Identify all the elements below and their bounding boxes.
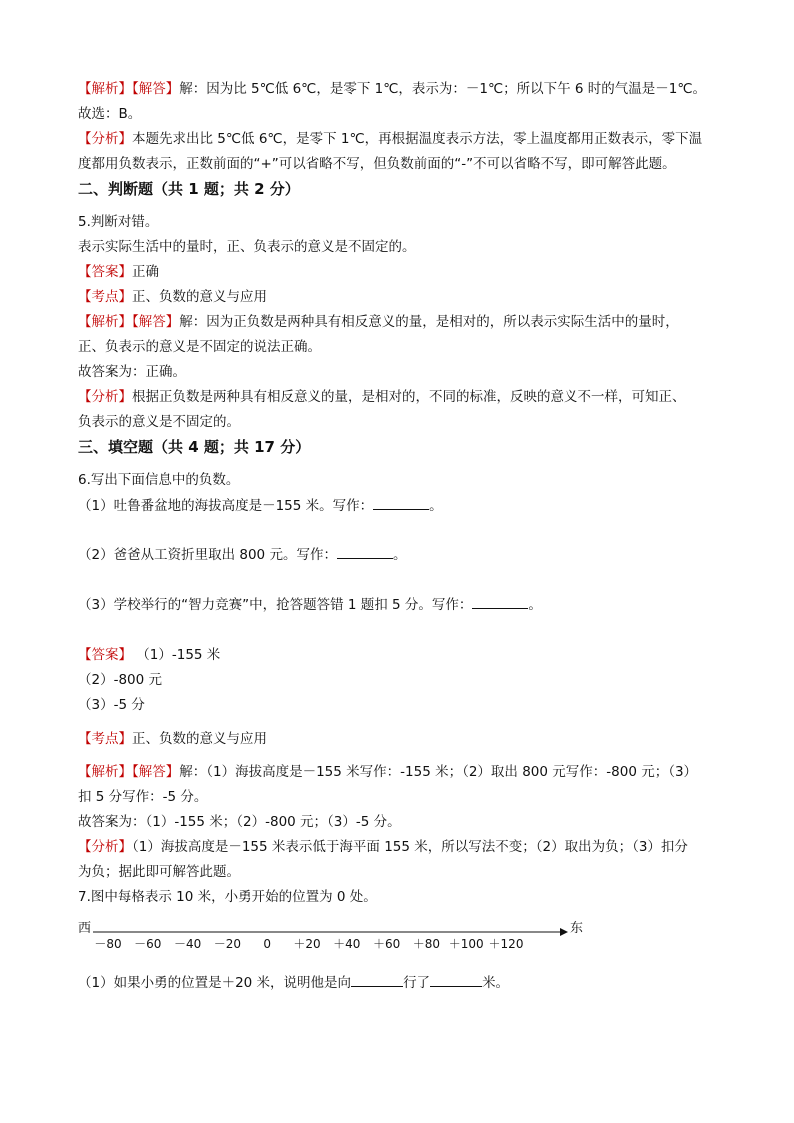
q6-analysis (78, 763, 697, 781)
fenxi-label: 【分析】 (78, 389, 132, 405)
answer-blank[interactable] (472, 596, 528, 609)
point-text: 正、负数的意义与应用 (132, 731, 267, 747)
fenxi-text: 本题先求出比 5℃低 6℃，是零下 1℃，再根据温度表示方法，零上温度都用正数表示，零下温 (132, 131, 703, 147)
tick-label: 0 (263, 937, 272, 951)
q6-point (78, 730, 267, 748)
tick-label: －60 (134, 937, 162, 951)
analysis-label: 【解析】【解答】 (78, 81, 180, 97)
q5-fenxi (78, 388, 686, 406)
tick-label: ＋40 (333, 937, 361, 951)
tick-label: ＋100 (448, 937, 484, 951)
q5-point (78, 288, 267, 306)
q6-final: 故答案为：（1）-155 米；（2）-800 元；（3）-5 分。 (78, 814, 401, 830)
point-label: 【考点】 (78, 731, 132, 747)
q4-choice-line: 故选：B。 (78, 106, 142, 122)
q6-answer (78, 646, 220, 664)
q4-fenxi-line (78, 130, 702, 148)
q6-answer-2: （2）-800 元 (78, 672, 163, 688)
analysis-text: 解：因为比 5℃低 6℃，是零下 1℃，表示为：－1℃；所以下午 6 时的气温是－1℃。 (179, 81, 707, 97)
tick-label: －80 (94, 937, 122, 951)
q5-answer (78, 263, 159, 281)
q5-final: 故答案为：正确。 (78, 364, 186, 380)
q6-answer-3: （3）-5 分 (78, 697, 145, 713)
period: 。 (392, 547, 407, 563)
q5-analysis (78, 313, 679, 331)
period: 。 (528, 597, 542, 613)
q5-fenxi-line-2: 负表示的意义是不固定的。 (78, 414, 240, 430)
arrow-head-icon (560, 928, 568, 936)
q7-sub1-text-b: 行了 (403, 975, 431, 991)
analysis-label: 【解析】【解答】 (78, 764, 180, 780)
fenxi-text: 根据正负数是两种具有相反意义的量，是相对的，不同的标准，反映的意义不一样，可知正、 (132, 389, 686, 405)
distance-blank[interactable] (430, 974, 482, 987)
q5-stem: 5.判断对错。 (78, 214, 159, 230)
direction-blank[interactable] (351, 974, 403, 987)
section3-title: 三、填空题（共 4 题；共 17 分） (78, 438, 311, 456)
number-line (0, 916, 794, 956)
tick-label: －40 (173, 937, 202, 951)
q7-stem: 7.图中每格表示 10 米，小勇开始的位置为 0 处。 (78, 889, 377, 905)
east-label: 东 (570, 921, 584, 936)
q6-analysis-line-2: 扣 5 分写作：-5 分。 (78, 789, 208, 805)
q5-statement: 表示实际生活中的量时，正、负表示的意义是不固定的。 (78, 239, 416, 255)
q7-sub1-text-c: 米。 (482, 975, 510, 991)
q6-stem: 6.写出下面信息中的负数。 (78, 472, 240, 488)
section2-title: 二、判断题（共 1 题；共 2 分） (78, 180, 300, 198)
q6-sub2-text: （2）爸爸从工资折里取出 800 元。写作： (78, 547, 337, 563)
fenxi-label: 【分析】 (78, 131, 132, 147)
fenxi-label: 【分析】 (78, 839, 132, 855)
answer-text: 正确 (132, 264, 159, 280)
q6-fenxi-line-2: 为负；据此即可解答此题。 (78, 864, 240, 880)
tick-labels (94, 937, 523, 951)
tick-label: －20 (213, 937, 242, 951)
fenxi-text: （1）海拔高度是－155 米表示低于海平面 155 米，所以写法不变；（2）取出为负；（3）扣分 (132, 839, 688, 855)
tick-label: ＋20 (293, 937, 321, 951)
answer-label: 【答案】 (78, 647, 132, 663)
point-label: 【考点】 (78, 289, 132, 305)
q6-sub1 (78, 497, 443, 515)
q7-sub1 (78, 974, 509, 992)
analysis-text: 解：（1）海拔高度是－155 米写作：-155 米；（2）取出 800 元写作：-800 元；（3） (179, 764, 698, 780)
answer-text: （1）-155 米 (132, 647, 221, 663)
q4-analysis-line (78, 80, 706, 98)
q4-fenxi-line-2: 度都用负数表示，正数前面的“+”可以省略不写，但负数前面的“-”不可以省略不写，即可解答此题。 (78, 156, 676, 172)
q5-analysis-line-2: 正、负表示的意义是不固定的说法正确。 (78, 339, 321, 355)
west-label: 西 (78, 921, 92, 936)
analysis-text: 解：因为正负数是两种具有相反意义的量，是相对的，所以表示实际生活中的量时， (179, 314, 679, 330)
q6-fenxi (78, 838, 688, 856)
period: 。 (429, 498, 443, 514)
q6-sub1-text: （1）吐鲁番盆地的海拔高度是－155 米。写作： (78, 498, 374, 514)
q6-sub2 (78, 546, 406, 564)
q6-sub3 (78, 596, 542, 614)
tick-label: ＋120 (488, 937, 524, 951)
answer-label: 【答案】 (78, 264, 132, 280)
tick-label: ＋80 (412, 937, 441, 951)
answer-blank[interactable] (337, 546, 393, 559)
q6-sub3-text: （3）学校举行的“智力竞赛”中，抢答题答错 1 题扣 5 分。写作： (78, 597, 473, 613)
point-text: 正、负数的意义与应用 (132, 289, 267, 305)
answer-blank[interactable] (373, 497, 429, 510)
tick-label: ＋60 (372, 937, 401, 951)
analysis-label: 【解析】【解答】 (78, 314, 180, 330)
q7-sub1-text-a: （1）如果小勇的位置是＋20 米，说明他是向 (78, 975, 352, 991)
